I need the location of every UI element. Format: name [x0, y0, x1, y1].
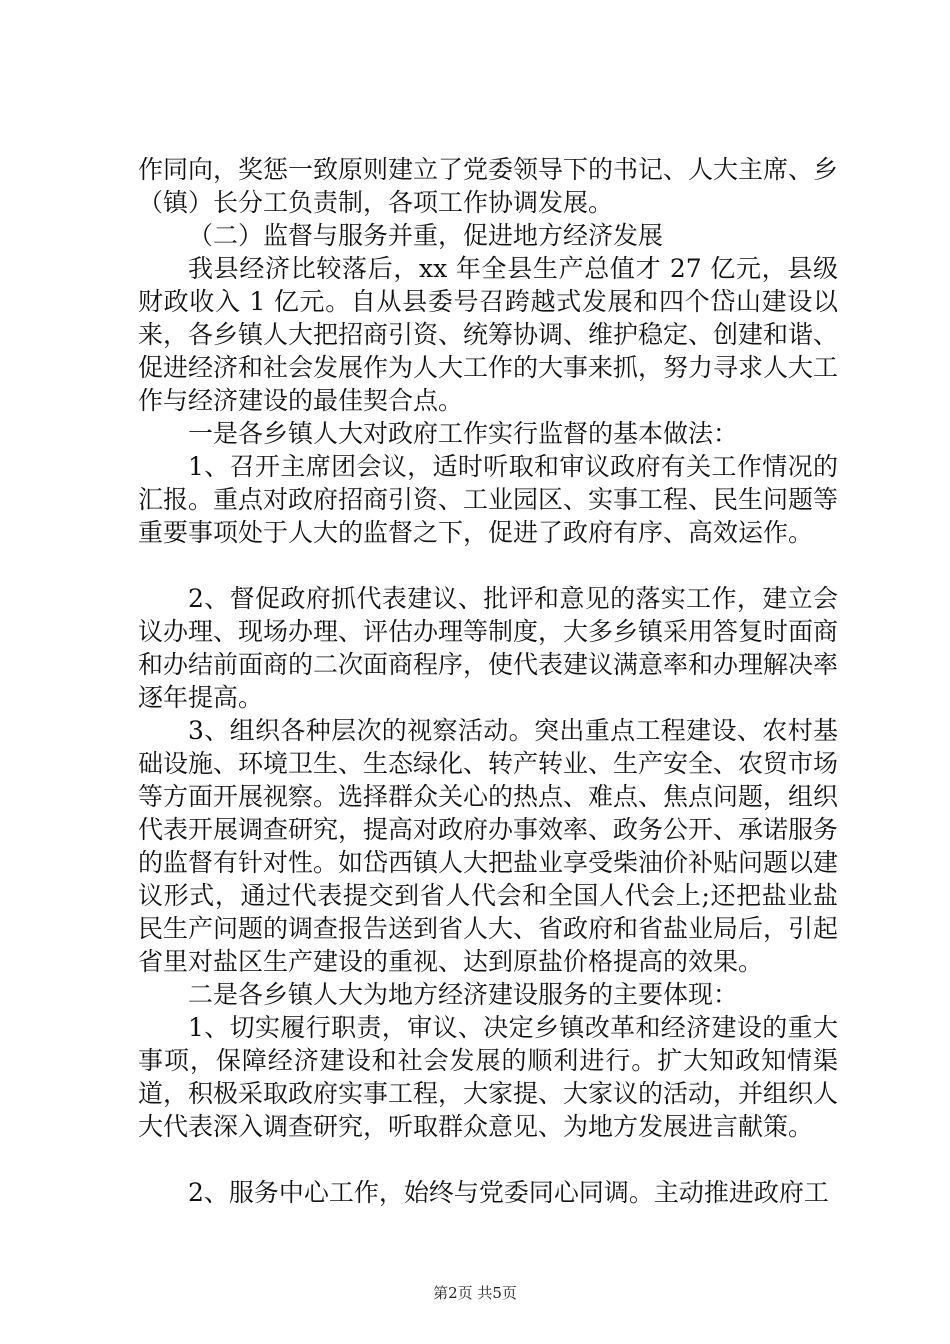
paragraph-supervision-item-3: 3、组织各种层次的视察活动。突出重点工程建设、农村基础设施、环境卫生、生态绿化、转产转业、生产安全、农贸市场等方面开展视察。选择群众关心的热点、难点、焦点问题，组织代表开展调查研究，提高对政府办事效率、政务公开、承诺服务的监督有针对性。如岱西镇人大把盐业享受柴油价补贴问题以建议形式，通过代表提交到省人代会和全国人代会上;还把盐业盐民生产问题的调查报告送到省人大、省政府和省盐业局后，引起省里对盐区生产建设的重视、达到原盐价格提高的效果。 [138, 716, 839, 976]
document-body [138, 153, 838, 1209]
paragraph-supervision-item-1: 1、召开主席团会议，适时听取和审议政府有关工作情况的汇报。重点对政府招商引资、工业园区、实事工程、民生问题等重要事项处于人大的监督之下，促进了政府有序、高效运作。 [138, 452, 839, 547]
section-heading: （二）监督与服务并重，促进地方经济发展 [188, 221, 664, 250]
paragraph-service-intro: 二是各乡镇人大为地方经济建设服务的主要体现： [188, 980, 739, 1009]
paragraph-continuation: 作同向，奖惩一致原则建立了党委领导下的书记、人大主席、乡（镇）长分工负责制，各项工作协调发展。 [138, 155, 839, 217]
paragraph-gap [138, 549, 838, 582]
paragraph-supervision-intro: 一是各乡镇人大对政府工作实行监督的基本做法： [188, 419, 739, 448]
page-number-footer: 第2页 共5页 [433, 1284, 517, 1302]
paragraph-service-item-2: 2、服务中心工作，始终与党委同心同调。主动推进政府工 [188, 1178, 829, 1207]
paragraph-supervision-item-2: 2、督促政府抓代表建议、批评和意见的落实工作，建立会议办理、现场办理、评估办理等制度，大多乡镇采用答复时面商和办结前面商的二次面商程序，使代表建议满意率和办理解决率逐年提高。 [138, 584, 839, 712]
paragraph-gap [138, 1143, 838, 1176]
paragraph-economy: 我县经济比较落后，xx 年全县生产总值才 27 亿元，县级财政收入 1 亿元。自从县委号召跨越式发展和四个岱山建设以来，各乡镇人大把招商引资、统筹协调、维护稳定、创建和谐、促进经济和社会发展作为人大工作的大事来抓，努力寻求人大工作与经济建设的最佳契合点。 [138, 254, 839, 415]
paragraph-service-item-1: 1、切实履行职责，审议、决定乡镇改革和经济建设的重大事项，保障经济建设和社会发展的顺利进行。扩大知政知情渠道，积极采取政府实事工程，大家提、大家议的活动，并组织人大代表深入调查研究，听取群众意见、为地方发展进言献策。 [138, 1013, 839, 1141]
